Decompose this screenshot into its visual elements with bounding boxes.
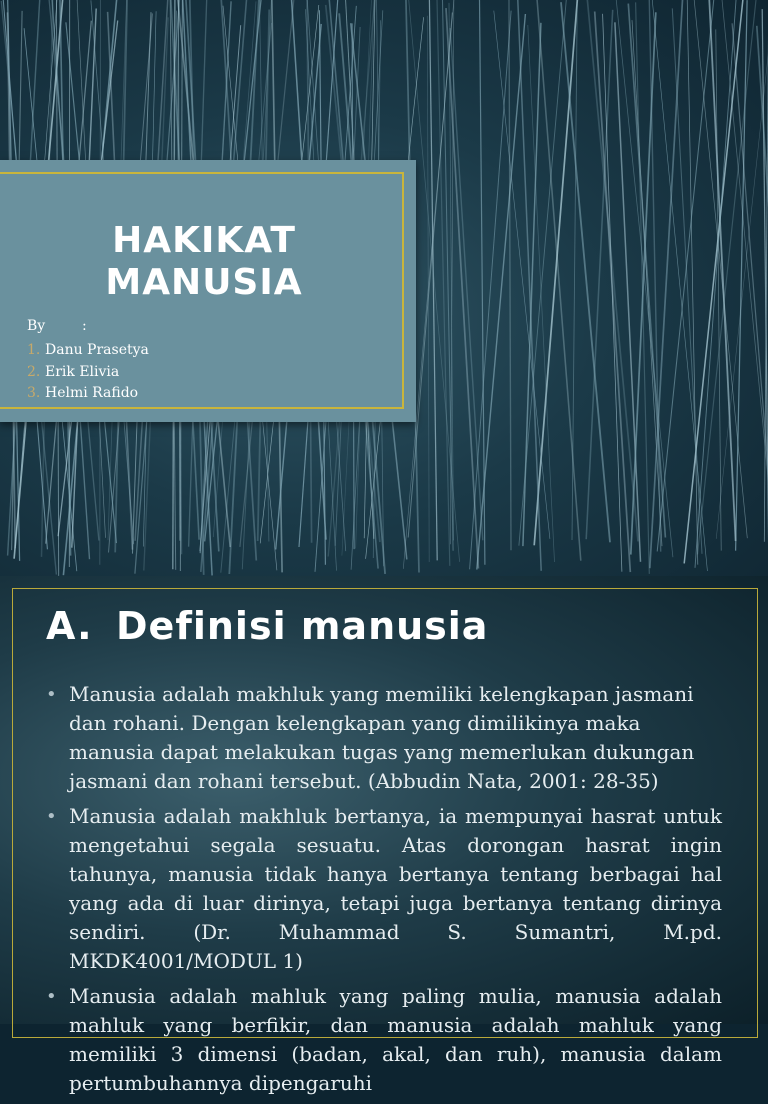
- bullet-item: [46, 982, 722, 1098]
- background-line: [470, 11, 512, 570]
- author-name: Danu Prasetya: [45, 342, 149, 358]
- bullet-text: Manusia adalah makhluk yang memiliki kelengkapan jasmani dan rohani. Dengan kelengkapan yang dimilikinya maka manusia dapat melakukan tugas yang memerlukan dukungan jasmani dan rohani tersebut. (Abbudin Nata, 2001: 28-35): [69, 682, 694, 793]
- background-line: [450, 28, 483, 540]
- bullet-list: [46, 680, 722, 1104]
- bullet-text: Manusia adalah mahluk yang paling mulia, manusia adalah mahluk yang berfikir, dan manusia adalah mahluk yang memiliki 3 dimensi (badan, akal, dan ruh), manusia dalam pertumbuhannya dipengaruhi: [69, 984, 722, 1095]
- by-label: [27, 318, 45, 334]
- bullet-item: [46, 802, 722, 976]
- heading-letter: A.: [46, 604, 116, 648]
- author-number: 1.: [27, 340, 45, 362]
- author-list: [27, 340, 149, 405]
- bullet-icon: •: [46, 802, 57, 831]
- bullet-icon: •: [46, 680, 57, 709]
- bullet-icon: •: [46, 982, 57, 1011]
- background-line: [698, 0, 757, 554]
- by-colon: :: [82, 318, 87, 334]
- section-heading: [46, 604, 488, 648]
- background-line: [716, 29, 721, 550]
- background-line: [709, 0, 736, 541]
- bullet-item: [46, 680, 722, 796]
- background-line: [480, 0, 485, 565]
- background-line: [509, 0, 511, 550]
- author-number: 3.: [27, 383, 45, 405]
- background-line: [534, 0, 578, 545]
- title-line-1: HAKIKAT: [0, 220, 408, 262]
- author-name: Erik Elivia: [45, 364, 119, 380]
- by-text: By: [27, 318, 45, 334]
- background-line: [561, 2, 610, 542]
- author-name: Helmi Rafido: [45, 385, 138, 401]
- author-item: [27, 340, 149, 362]
- author-number: 2.: [27, 362, 45, 384]
- author-item: [27, 362, 149, 384]
- background-line: [429, 0, 437, 560]
- heading-text: Definisi manusia: [116, 604, 488, 648]
- author-item: [27, 383, 149, 405]
- background-line: [517, 0, 542, 571]
- background-line: [587, 0, 638, 541]
- content-slide: [0, 576, 768, 1024]
- title-line-2: MANUSIA: [0, 262, 408, 304]
- slide-title: [0, 220, 408, 304]
- bullet-text: Manusia adalah makhluk bertanya, ia mempunyai hasrat untuk mengetahui segala sesuatu. Atas dorongan hasrat ingin tahunya, manusia tidak hanya bertanya tentang berbagai hal yang ada di luar dirinya, tetapi juga bertanya tentang dirinya sendiri. (Dr. Muhammad S. Sumantri, M.pd. MKDK4001/MODUL 1): [69, 804, 722, 973]
